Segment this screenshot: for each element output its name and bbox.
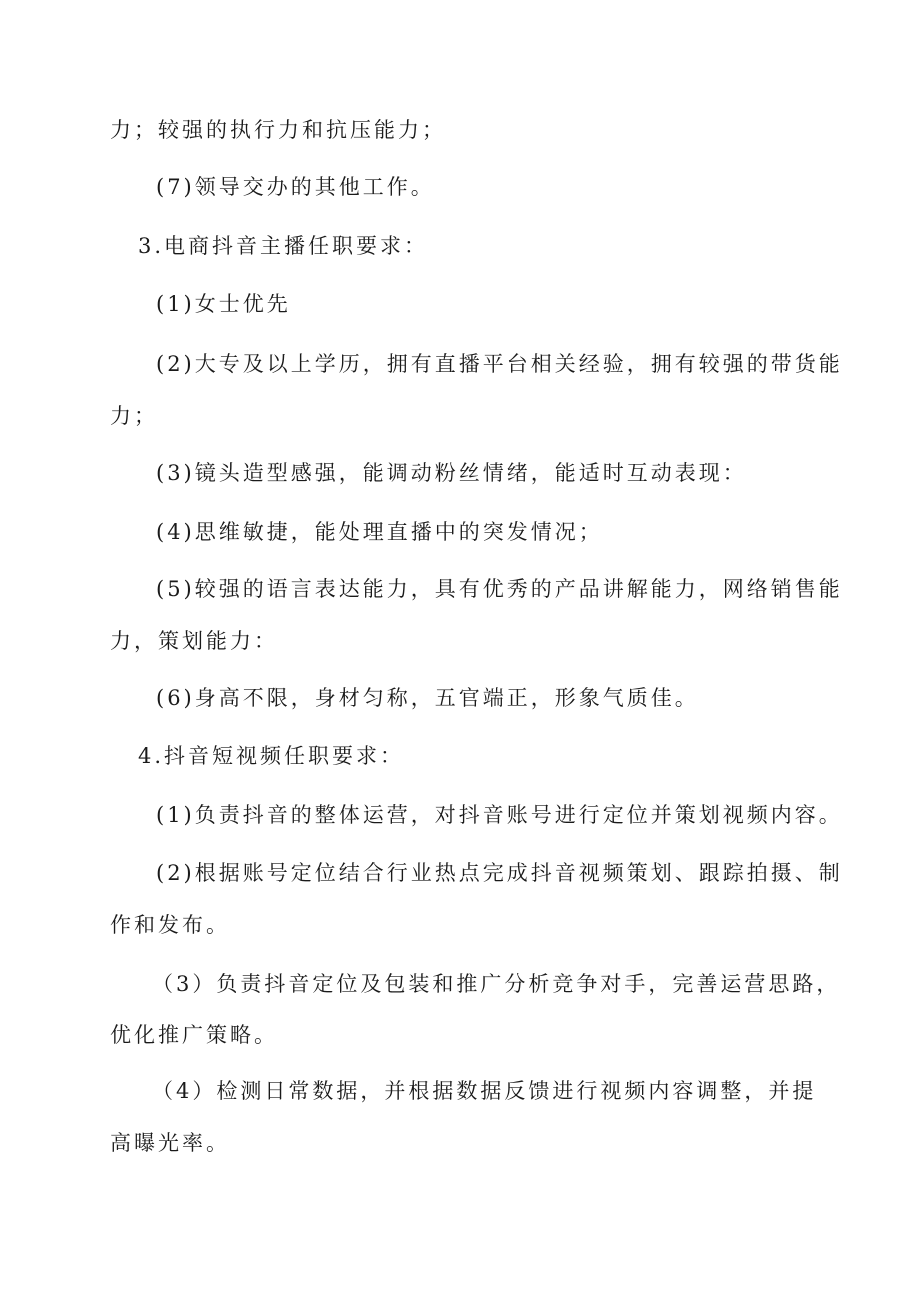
list-item-2b-continuation: 作和发布。 <box>110 913 230 937</box>
list-item-7: (7)领导交办的其他工作。 <box>156 175 435 199</box>
list-item-6: (6)身高不限，身材匀称，五官端正，形象气质佳。 <box>156 686 699 710</box>
list-item-4: (4)思维敏捷，能处理直播中的突发情况； <box>156 520 603 544</box>
list-item-3b: （3）负责抖音定位及包装和推广分析竞争对手，完善运营思路， <box>152 972 841 996</box>
list-item-1b: (1)负责抖音的整体运营，对抖音账号进行定位并策划视频内容。 <box>156 803 843 827</box>
list-item-4b: （4）检测日常数据，并根据数据反馈进行视频内容调整，并提 <box>152 1079 817 1103</box>
list-item-3: (3)镜头造型感强，能调动粉丝情绪，能适时互动表现： <box>156 461 747 485</box>
list-item-4b-continuation: 高曝光率。 <box>110 1131 230 1155</box>
list-item-2: (2)大专及以上学历，拥有直播平台相关经验，拥有较强的带货能 <box>156 352 843 376</box>
list-item-2b: (2)根据账号定位结合行业热点完成抖音视频策划、跟踪拍摄、制 <box>156 861 843 885</box>
section-heading-4: 4.抖音短视频任职要求： <box>138 744 405 768</box>
list-item-5: (5)较强的语言表达能力，具有优秀的产品讲解能力，网络销售能 <box>156 577 843 601</box>
list-item-2-continuation: 力； <box>110 404 158 428</box>
text-line-continuation: 力；较强的执行力和抗压能力； <box>110 118 446 142</box>
section-heading-3: 3.电商抖音主播任职要求： <box>138 234 429 258</box>
list-item-3b-continuation: 优化推广策略。 <box>110 1023 278 1047</box>
list-item-5-continuation: 力，策划能力： <box>110 629 278 653</box>
list-item-1: (1)女士优先 <box>156 292 291 316</box>
